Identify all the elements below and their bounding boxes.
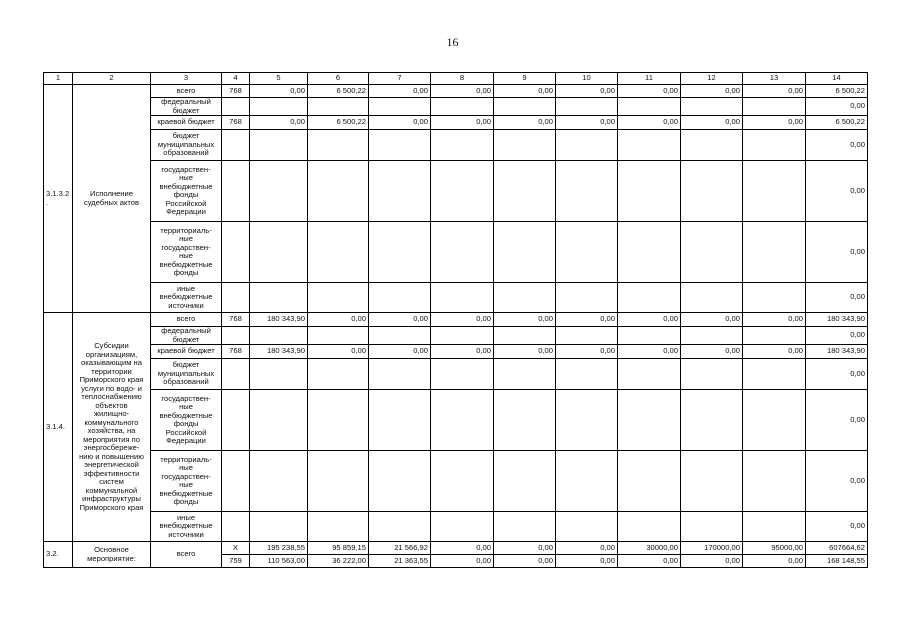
year-value: 0,00 (743, 345, 806, 359)
table-row (44, 512, 868, 542)
year-value: 0,00 (431, 116, 494, 130)
year-value (308, 390, 369, 451)
header-cell: 4 (222, 73, 250, 85)
funding-source: федеральный бюджет (151, 98, 222, 116)
year-value (250, 451, 308, 512)
header-cell: 13 (743, 73, 806, 85)
grbs-code (222, 222, 250, 283)
funding-source: федеральный бюджет (151, 327, 222, 345)
year-value (250, 283, 308, 313)
total-value: 0,00 (806, 327, 868, 345)
funding-source: всего (151, 313, 222, 327)
year-value: 0,00 (308, 313, 369, 327)
year-value (369, 283, 431, 313)
total-value: 0,00 (806, 130, 868, 161)
year-value (431, 512, 494, 542)
header-cell: 5 (250, 73, 308, 85)
year-value: 0,00 (494, 116, 556, 130)
year-value: 6 500,22 (308, 85, 369, 98)
table-row (44, 130, 868, 161)
year-value: 0,00 (618, 313, 681, 327)
grbs-code: 768 (222, 116, 250, 130)
grbs-code (222, 161, 250, 222)
year-value: 21 363,55 (369, 555, 431, 568)
funding-source: территориаль- ные государствен- ные внебюджетные фонды (151, 451, 222, 512)
year-value (494, 390, 556, 451)
grbs-code (222, 512, 250, 542)
table-row (44, 161, 868, 222)
year-value (494, 451, 556, 512)
grbs-code: 768 (222, 313, 250, 327)
year-value (743, 359, 806, 390)
year-value (431, 390, 494, 451)
funding-source: государствен- ные внебюджетные фонды Российской Федерации (151, 390, 222, 451)
year-value (431, 283, 494, 313)
year-value: 0,00 (681, 313, 743, 327)
year-value: 0,00 (369, 85, 431, 98)
funding-source: бюджет муниципальных образований (151, 359, 222, 390)
grbs-code (222, 130, 250, 161)
year-value: 30000,00 (618, 542, 681, 555)
measure-name: Исполнение судебных актов (73, 85, 151, 313)
year-value: 21 566,92 (369, 542, 431, 555)
total-value: 607664,62 (806, 542, 868, 555)
year-value (681, 222, 743, 283)
year-value (681, 512, 743, 542)
year-value (369, 512, 431, 542)
header-cell: 9 (494, 73, 556, 85)
funding-source: иные внебюджетные источники (151, 512, 222, 542)
year-value: 0,00 (369, 345, 431, 359)
year-value: 0,00 (556, 555, 618, 568)
year-value (494, 359, 556, 390)
year-value: 0,00 (431, 345, 494, 359)
total-value: 0,00 (806, 98, 868, 116)
total-value: 0,00 (806, 222, 868, 283)
header-cell: 10 (556, 73, 618, 85)
total-value: 180 343,90 (806, 313, 868, 327)
year-value: 180 343,90 (250, 345, 308, 359)
year-value (681, 327, 743, 345)
total-value: 0,00 (806, 283, 868, 313)
year-value (250, 130, 308, 161)
year-value: 0,00 (743, 116, 806, 130)
year-value: 0,00 (556, 313, 618, 327)
year-value (369, 359, 431, 390)
year-value (494, 512, 556, 542)
table-row (44, 116, 868, 130)
grbs-code (222, 359, 250, 390)
total-value: 0,00 (806, 390, 868, 451)
year-value (308, 327, 369, 345)
year-value (743, 222, 806, 283)
year-value (431, 98, 494, 116)
year-value: 180 343,90 (250, 313, 308, 327)
year-value (681, 359, 743, 390)
year-value: 0,00 (681, 116, 743, 130)
year-value (618, 359, 681, 390)
year-value (369, 98, 431, 116)
year-value (308, 98, 369, 116)
header-cell: 14 (806, 73, 868, 85)
year-value (556, 327, 618, 345)
year-value (431, 161, 494, 222)
funding-source: территориаль- ные государствен- ные внебюджетные фонды (151, 222, 222, 283)
year-value (494, 98, 556, 116)
year-value: 0,00 (494, 542, 556, 555)
year-value: 0,00 (431, 555, 494, 568)
header-cell: 2 (73, 73, 151, 85)
year-value (618, 451, 681, 512)
table-row (44, 283, 868, 313)
year-value: 0,00 (250, 116, 308, 130)
year-value (743, 161, 806, 222)
year-value (681, 161, 743, 222)
total-value: 180 343,90 (806, 345, 868, 359)
year-value (743, 130, 806, 161)
grbs-code: X (222, 542, 250, 555)
year-value: 110 563,00 (250, 555, 308, 568)
year-value: 0,00 (556, 116, 618, 130)
year-value (743, 98, 806, 116)
year-value (494, 327, 556, 345)
header-cell: 11 (618, 73, 681, 85)
year-value: 0,00 (743, 555, 806, 568)
measure-code: 3.1.4. (44, 313, 73, 542)
year-value (681, 451, 743, 512)
year-value: 0,00 (494, 85, 556, 98)
year-value (618, 512, 681, 542)
year-value (431, 451, 494, 512)
table-row (44, 85, 868, 98)
year-value: 0,00 (369, 313, 431, 327)
year-value (369, 161, 431, 222)
total-value: 168 148,55 (806, 555, 868, 568)
year-value: 0,00 (431, 313, 494, 327)
grbs-code (222, 283, 250, 313)
year-value (369, 130, 431, 161)
year-value: 0,00 (743, 85, 806, 98)
year-value (369, 327, 431, 345)
year-value: 0,00 (308, 345, 369, 359)
year-value (369, 222, 431, 283)
grbs-code: 768 (222, 85, 250, 98)
year-value (556, 283, 618, 313)
year-value (369, 451, 431, 512)
year-value: 0,00 (681, 555, 743, 568)
year-value (431, 359, 494, 390)
grbs-code (222, 451, 250, 512)
year-value (369, 390, 431, 451)
grbs-code (222, 327, 250, 345)
year-value (743, 451, 806, 512)
year-value: 0,00 (556, 345, 618, 359)
year-value (743, 327, 806, 345)
year-value (618, 283, 681, 313)
year-value: 0,00 (681, 345, 743, 359)
year-value (618, 327, 681, 345)
year-value: 0,00 (431, 85, 494, 98)
measure-name: Субсидии организациям, оказывающим на территории Приморского края услуги по водо- и теплоснабжению объектов жилищно- коммунального хозяйства, на мероприятия по энергосбереже- нию и повышению энергетической эффективности систем коммунальной инфраструктуры Приморского края (73, 313, 151, 542)
total-value: 0,00 (806, 512, 868, 542)
grbs-code: 768 (222, 345, 250, 359)
year-value: 0,00 (618, 345, 681, 359)
funding-source: краевой бюджет (151, 345, 222, 359)
year-value: 0,00 (250, 85, 308, 98)
year-value: 95000,00 (743, 542, 806, 555)
year-value (250, 161, 308, 222)
measure-name: Основное мероприятие: (73, 542, 151, 568)
year-value: 195 238,55 (250, 542, 308, 555)
year-value (494, 161, 556, 222)
year-value: 0,00 (618, 116, 681, 130)
year-value: 95 859,15 (308, 542, 369, 555)
year-value: 0,00 (743, 313, 806, 327)
funding-source: всего (151, 85, 222, 98)
total-value: 0,00 (806, 359, 868, 390)
year-value (556, 130, 618, 161)
year-value (494, 283, 556, 313)
year-value (250, 359, 308, 390)
header-cell: 3 (151, 73, 222, 85)
table-row (44, 98, 868, 116)
table-row (44, 390, 868, 451)
header-cell: 6 (308, 73, 369, 85)
year-value (308, 451, 369, 512)
header-cell: 7 (369, 73, 431, 85)
budget-table (43, 72, 868, 568)
year-value (556, 512, 618, 542)
total-value: 6 500,22 (806, 85, 868, 98)
year-value (494, 222, 556, 283)
year-value (494, 130, 556, 161)
year-value: 0,00 (494, 555, 556, 568)
year-value (250, 327, 308, 345)
page-number: 16 (446, 35, 459, 49)
year-value (681, 98, 743, 116)
table-row (44, 327, 868, 345)
funding-source: бюджет муниципальных образований (151, 130, 222, 161)
year-value (250, 98, 308, 116)
year-value (431, 130, 494, 161)
total-value: 6 500,22 (806, 116, 868, 130)
funding-source: иные внебюджетные источники (151, 283, 222, 313)
year-value (556, 161, 618, 222)
year-value: 0,00 (556, 85, 618, 98)
year-value (308, 512, 369, 542)
year-value: 0,00 (369, 116, 431, 130)
year-value (308, 161, 369, 222)
year-value (308, 222, 369, 283)
year-value: 0,00 (618, 555, 681, 568)
year-value (556, 390, 618, 451)
year-value (308, 359, 369, 390)
measure-code: 3.1.3.2 . (44, 85, 73, 313)
table-row (44, 542, 868, 555)
year-value: 36 222,00 (308, 555, 369, 568)
table-row (44, 222, 868, 283)
measure-code: 3.2. (44, 542, 73, 568)
year-value (743, 390, 806, 451)
year-value (250, 512, 308, 542)
year-value (308, 130, 369, 161)
header-cell: 8 (431, 73, 494, 85)
total-value: 0,00 (806, 161, 868, 222)
year-value: 0,00 (556, 542, 618, 555)
year-value (743, 512, 806, 542)
year-value (556, 98, 618, 116)
grbs-code (222, 390, 250, 451)
year-value: 0,00 (681, 85, 743, 98)
funding-source: всего (151, 542, 222, 568)
year-value (431, 222, 494, 283)
year-value (618, 130, 681, 161)
year-value: 170000,00 (681, 542, 743, 555)
grbs-code: 759 (222, 555, 250, 568)
header-cell: 12 (681, 73, 743, 85)
year-value (618, 161, 681, 222)
table-row (44, 451, 868, 512)
year-value (681, 130, 743, 161)
year-value (743, 283, 806, 313)
year-value: 0,00 (494, 345, 556, 359)
funding-source: краевой бюджет (151, 116, 222, 130)
year-value (681, 283, 743, 313)
table-row (44, 359, 868, 390)
total-value: 0,00 (806, 451, 868, 512)
year-value (250, 222, 308, 283)
table-row (44, 313, 868, 327)
year-value: 0,00 (494, 313, 556, 327)
grbs-code (222, 98, 250, 116)
year-value: 0,00 (618, 85, 681, 98)
table-row (44, 345, 868, 359)
year-value (556, 451, 618, 512)
year-value (556, 359, 618, 390)
year-value (618, 98, 681, 116)
header-row (44, 73, 868, 85)
header-cell: 1 (44, 73, 73, 85)
funding-source: государствен- ные внебюджетные фонды Российской Федерации (151, 161, 222, 222)
year-value: 0,00 (431, 542, 494, 555)
year-value (556, 222, 618, 283)
year-value: 6 500,22 (308, 116, 369, 130)
year-value (308, 283, 369, 313)
year-value (618, 222, 681, 283)
year-value (250, 390, 308, 451)
year-value (681, 390, 743, 451)
year-value (431, 327, 494, 345)
year-value (618, 390, 681, 451)
